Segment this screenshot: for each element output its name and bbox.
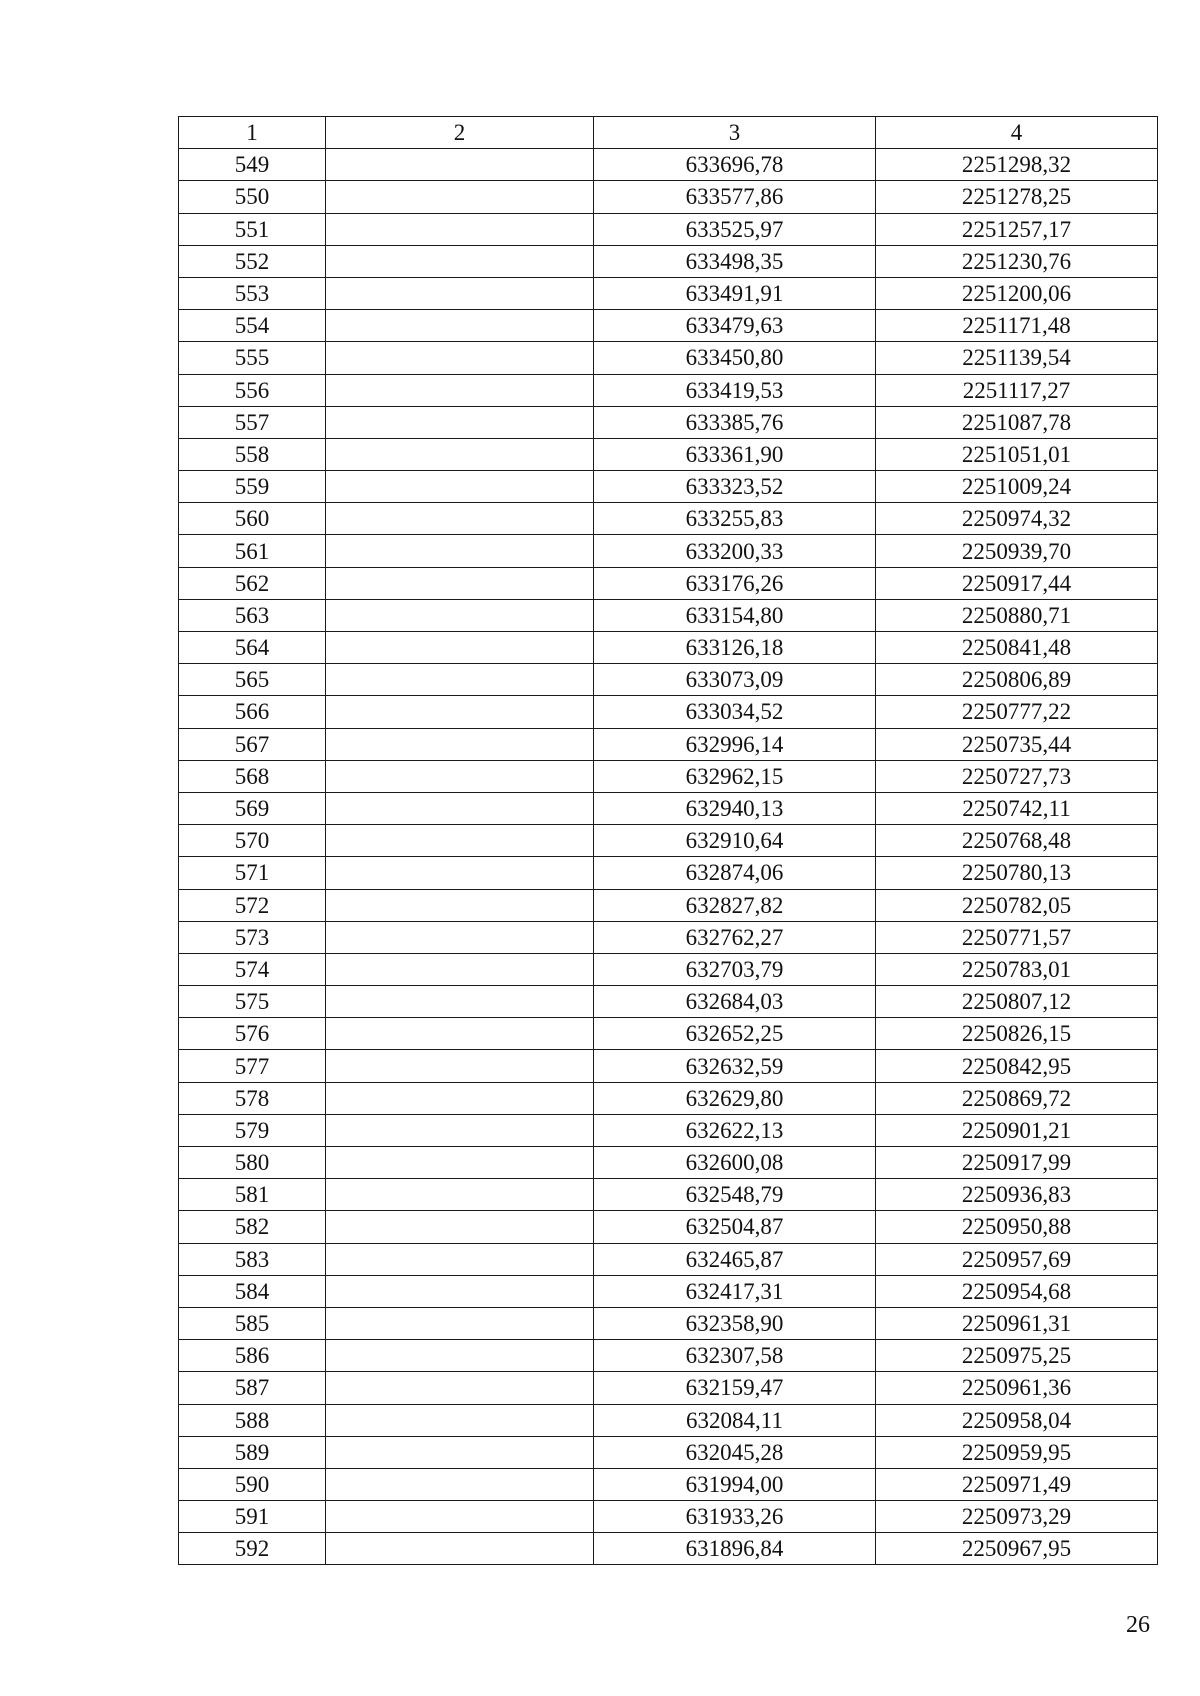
table-row (179, 1243, 1158, 1275)
table-cell-col-3: 633498,35 (594, 245, 876, 277)
table-cell-col-2 (326, 1211, 594, 1243)
table-cell-col-3: 632548,79 (594, 1179, 876, 1211)
table-cell-col-2 (326, 1436, 594, 1468)
table-cell-col-2 (326, 567, 594, 599)
table-cell-col-4: 2250727,73 (876, 760, 1158, 792)
table-cell-col-4: 2251117,27 (876, 374, 1158, 406)
table-cell-col-3: 633479,63 (594, 310, 876, 342)
table-cell-col-1: 586 (179, 1340, 326, 1372)
table-row (179, 438, 1158, 470)
table-cell-col-4: 2250901,21 (876, 1114, 1158, 1146)
table-cell-col-2 (326, 664, 594, 696)
table-row (179, 1533, 1158, 1565)
table-cell-col-1: 564 (179, 632, 326, 664)
table-cell-col-3: 633323,52 (594, 471, 876, 503)
table-cell-col-3: 632358,90 (594, 1307, 876, 1339)
table-cell-col-4: 2250959,95 (876, 1436, 1158, 1468)
table-cell-col-1: 556 (179, 374, 326, 406)
table-cell-col-1: 561 (179, 535, 326, 567)
table-row (179, 471, 1158, 503)
table-cell-col-3: 632940,13 (594, 792, 876, 824)
table-cell-col-3: 632600,08 (594, 1147, 876, 1179)
table-row (179, 1018, 1158, 1050)
table-cell-col-4: 2251257,17 (876, 213, 1158, 245)
table-row (179, 181, 1158, 213)
table-cell-col-1: 562 (179, 567, 326, 599)
table-cell-col-2 (326, 1114, 594, 1146)
table-cell-col-3: 632159,47 (594, 1372, 876, 1404)
table-cell-col-1: 588 (179, 1404, 326, 1436)
table-row (179, 245, 1158, 277)
table-row (179, 1501, 1158, 1533)
table-row (179, 696, 1158, 728)
table-row (179, 1050, 1158, 1082)
table-cell-col-2 (326, 1340, 594, 1372)
table-row (179, 1211, 1158, 1243)
table-cell-col-4: 2250771,57 (876, 921, 1158, 953)
table-cell-col-1: 559 (179, 471, 326, 503)
page-number: 26 (1126, 1612, 1150, 1638)
table-cell-col-3: 631896,84 (594, 1533, 876, 1565)
table-cell-col-1: 570 (179, 825, 326, 857)
table-cell-col-2 (326, 921, 594, 953)
table-cell-col-4: 2250768,48 (876, 825, 1158, 857)
table-cell-col-3: 633419,53 (594, 374, 876, 406)
table-cell-col-3: 632684,03 (594, 986, 876, 1018)
table-row (179, 1372, 1158, 1404)
table-cell-col-2 (326, 438, 594, 470)
table-cell-col-2 (326, 1372, 594, 1404)
table-cell-col-1: 552 (179, 245, 326, 277)
table-cell-col-1: 572 (179, 889, 326, 921)
table-cell-col-3: 632652,25 (594, 1018, 876, 1050)
table-cell-col-3: 632307,58 (594, 1340, 876, 1372)
table-cell-col-4: 2250841,48 (876, 632, 1158, 664)
table-cell-col-2 (326, 889, 594, 921)
table-cell-col-4: 2251298,32 (876, 149, 1158, 181)
table-cell-col-4: 2250957,69 (876, 1243, 1158, 1275)
table-cell-col-4: 2250807,12 (876, 986, 1158, 1018)
table-cell-col-4: 2250742,11 (876, 792, 1158, 824)
table-cell-col-2 (326, 181, 594, 213)
table-cell-col-4: 2251171,48 (876, 310, 1158, 342)
table-cell-col-4: 2250869,72 (876, 1082, 1158, 1114)
table-cell-col-4: 2251200,06 (876, 277, 1158, 309)
table-row (179, 1436, 1158, 1468)
table-cell-col-4: 2250806,89 (876, 664, 1158, 696)
table-cell-col-2 (326, 277, 594, 309)
table-cell-col-2 (326, 406, 594, 438)
table-cell-col-2 (326, 986, 594, 1018)
table-cell-col-1: 582 (179, 1211, 326, 1243)
table-cell-col-3: 631994,00 (594, 1468, 876, 1500)
table-cell-col-2 (326, 857, 594, 889)
table-cell-col-2 (326, 1179, 594, 1211)
table-cell-col-3: 632827,82 (594, 889, 876, 921)
table-cell-col-2 (326, 149, 594, 181)
table-cell-col-4: 2251278,25 (876, 181, 1158, 213)
table-cell-col-4: 2250973,29 (876, 1501, 1158, 1533)
table-row (179, 857, 1158, 889)
table-cell-col-2 (326, 1501, 594, 1533)
column-header-3: 3 (594, 117, 876, 149)
table-cell-col-4: 2250939,70 (876, 535, 1158, 567)
column-header-1: 1 (179, 117, 326, 149)
table-row (179, 277, 1158, 309)
table-cell-col-4: 2250961,36 (876, 1372, 1158, 1404)
table-cell-col-3: 633696,78 (594, 149, 876, 181)
table-cell-col-4: 2251230,76 (876, 245, 1158, 277)
table-cell-col-3: 632084,11 (594, 1404, 876, 1436)
table-cell-col-1: 575 (179, 986, 326, 1018)
table-cell-col-3: 633450,80 (594, 342, 876, 374)
table-cell-col-1: 569 (179, 792, 326, 824)
table-row (179, 567, 1158, 599)
table-row (179, 1404, 1158, 1436)
table-cell-col-3: 632962,15 (594, 760, 876, 792)
table-cell-col-2 (326, 728, 594, 760)
table-cell-col-1: 579 (179, 1114, 326, 1146)
table-cell-col-4: 2250917,44 (876, 567, 1158, 599)
table-cell-col-4: 2250917,99 (876, 1147, 1158, 1179)
table-cell-col-1: 573 (179, 921, 326, 953)
table-cell-col-3: 632504,87 (594, 1211, 876, 1243)
table-row (179, 728, 1158, 760)
table-row (179, 792, 1158, 824)
coordinates-table (178, 116, 1158, 1565)
table-cell-col-4: 2250971,49 (876, 1468, 1158, 1500)
table-cell-col-3: 632874,06 (594, 857, 876, 889)
table-row (179, 889, 1158, 921)
table-row (179, 503, 1158, 535)
table-cell-col-3: 633154,80 (594, 599, 876, 631)
table-cell-col-2 (326, 1468, 594, 1500)
table-cell-col-1: 583 (179, 1243, 326, 1275)
table-cell-col-3: 632996,14 (594, 728, 876, 760)
table-cell-col-3: 632632,59 (594, 1050, 876, 1082)
table-cell-col-1: 565 (179, 664, 326, 696)
table-cell-col-3: 632622,13 (594, 1114, 876, 1146)
table-cell-col-4: 2250880,71 (876, 599, 1158, 631)
table-cell-col-2 (326, 760, 594, 792)
table-cell-col-3: 633525,97 (594, 213, 876, 245)
table-cell-col-1: 571 (179, 857, 326, 889)
table-cell-col-1: 549 (179, 149, 326, 181)
table-cell-col-3: 633255,83 (594, 503, 876, 535)
table-cell-col-4: 2250975,25 (876, 1340, 1158, 1372)
table-cell-col-3: 632045,28 (594, 1436, 876, 1468)
table-row (179, 535, 1158, 567)
table-cell-col-1: 558 (179, 438, 326, 470)
table-row (179, 1307, 1158, 1339)
table-row (179, 406, 1158, 438)
table-cell-col-4: 2250780,13 (876, 857, 1158, 889)
table-row (179, 1179, 1158, 1211)
table-cell-col-2 (326, 696, 594, 728)
table-row (179, 632, 1158, 664)
table-cell-col-4: 2250826,15 (876, 1018, 1158, 1050)
table-cell-col-2 (326, 213, 594, 245)
table-row (179, 1147, 1158, 1179)
table-cell-col-4: 2251087,78 (876, 406, 1158, 438)
table-row (179, 342, 1158, 374)
table-cell-col-2 (326, 342, 594, 374)
table-cell-col-1: 585 (179, 1307, 326, 1339)
table-cell-col-1: 592 (179, 1533, 326, 1565)
table-cell-col-1: 574 (179, 953, 326, 985)
table-cell-col-4: 2251139,54 (876, 342, 1158, 374)
table-row (179, 921, 1158, 953)
table-cell-col-1: 587 (179, 1372, 326, 1404)
table-cell-col-3: 632417,31 (594, 1275, 876, 1307)
table-row (179, 1275, 1158, 1307)
table-cell-col-3: 631933,26 (594, 1501, 876, 1533)
table-cell-col-1: 590 (179, 1468, 326, 1500)
table-cell-col-2 (326, 310, 594, 342)
table-cell-col-3: 633034,52 (594, 696, 876, 728)
table-cell-col-4: 2250735,44 (876, 728, 1158, 760)
table-row (179, 149, 1158, 181)
table-cell-col-4: 2250936,83 (876, 1179, 1158, 1211)
table-cell-col-2 (326, 1404, 594, 1436)
table-row (179, 825, 1158, 857)
table-cell-col-4: 2251009,24 (876, 471, 1158, 503)
table-body (179, 149, 1158, 1565)
table-cell-col-2 (326, 1307, 594, 1339)
table-cell-col-1: 567 (179, 728, 326, 760)
table-cell-col-3: 632465,87 (594, 1243, 876, 1275)
table-cell-col-4: 2250954,68 (876, 1275, 1158, 1307)
table-cell-col-3: 632703,79 (594, 953, 876, 985)
table-cell-col-1: 553 (179, 277, 326, 309)
table-cell-col-1: 589 (179, 1436, 326, 1468)
table-cell-col-2 (326, 1018, 594, 1050)
table-cell-col-2 (326, 1050, 594, 1082)
table-cell-col-3: 632910,64 (594, 825, 876, 857)
table-cell-col-3: 633491,91 (594, 277, 876, 309)
table-cell-col-1: 551 (179, 213, 326, 245)
table-row (179, 213, 1158, 245)
table-cell-col-2 (326, 1533, 594, 1565)
table-cell-col-1: 581 (179, 1179, 326, 1211)
table-cell-col-2 (326, 503, 594, 535)
table-cell-col-3: 633176,26 (594, 567, 876, 599)
table-cell-col-1: 576 (179, 1018, 326, 1050)
table-cell-col-2 (326, 599, 594, 631)
table-cell-col-1: 566 (179, 696, 326, 728)
table-row (179, 1340, 1158, 1372)
table-cell-col-1: 578 (179, 1082, 326, 1114)
table-cell-col-3: 633126,18 (594, 632, 876, 664)
table-row (179, 953, 1158, 985)
table-cell-col-4: 2250842,95 (876, 1050, 1158, 1082)
table-cell-col-2 (326, 535, 594, 567)
table-cell-col-1: 557 (179, 406, 326, 438)
table-cell-col-2 (326, 1275, 594, 1307)
table-row (179, 374, 1158, 406)
table-cell-col-4: 2250782,05 (876, 889, 1158, 921)
table-row (179, 1082, 1158, 1114)
table-cell-col-2 (326, 825, 594, 857)
table-cell-col-1: 577 (179, 1050, 326, 1082)
table-row (179, 760, 1158, 792)
table-cell-col-1: 563 (179, 599, 326, 631)
table-cell-col-2 (326, 471, 594, 503)
table-cell-col-1: 584 (179, 1275, 326, 1307)
table-cell-col-3: 633361,90 (594, 438, 876, 470)
table-cell-col-2 (326, 245, 594, 277)
table-cell-col-2 (326, 1082, 594, 1114)
table-cell-col-2 (326, 792, 594, 824)
table-cell-col-2 (326, 632, 594, 664)
table-cell-col-2 (326, 1243, 594, 1275)
table-cell-col-3: 633385,76 (594, 406, 876, 438)
table-cell-col-3: 633073,09 (594, 664, 876, 696)
table-row (179, 1468, 1158, 1500)
table-cell-col-2 (326, 374, 594, 406)
table-cell-col-4: 2250958,04 (876, 1404, 1158, 1436)
table-cell-col-3: 633577,86 (594, 181, 876, 213)
table-cell-col-1: 555 (179, 342, 326, 374)
table-cell-col-1: 568 (179, 760, 326, 792)
table-row (179, 310, 1158, 342)
table-cell-col-3: 633200,33 (594, 535, 876, 567)
table-cell-col-4: 2251051,01 (876, 438, 1158, 470)
table-row (179, 664, 1158, 696)
table-row (179, 986, 1158, 1018)
table-cell-col-4: 2250777,22 (876, 696, 1158, 728)
table-cell-col-3: 632629,80 (594, 1082, 876, 1114)
table-header-row (179, 117, 1158, 149)
table-cell-col-1: 580 (179, 1147, 326, 1179)
table-cell-col-1: 560 (179, 503, 326, 535)
table-cell-col-1: 554 (179, 310, 326, 342)
column-header-4: 4 (876, 117, 1158, 149)
table-row (179, 1114, 1158, 1146)
table-cell-col-4: 2250950,88 (876, 1211, 1158, 1243)
table-row (179, 599, 1158, 631)
table-cell-col-3: 632762,27 (594, 921, 876, 953)
table-cell-col-1: 591 (179, 1501, 326, 1533)
column-header-2: 2 (326, 117, 594, 149)
table-cell-col-4: 2250974,32 (876, 503, 1158, 535)
table-cell-col-4: 2250967,95 (876, 1533, 1158, 1565)
table-cell-col-4: 2250783,01 (876, 953, 1158, 985)
table-cell-col-1: 550 (179, 181, 326, 213)
table-cell-col-4: 2250961,31 (876, 1307, 1158, 1339)
table-cell-col-2 (326, 1147, 594, 1179)
table-cell-col-2 (326, 953, 594, 985)
